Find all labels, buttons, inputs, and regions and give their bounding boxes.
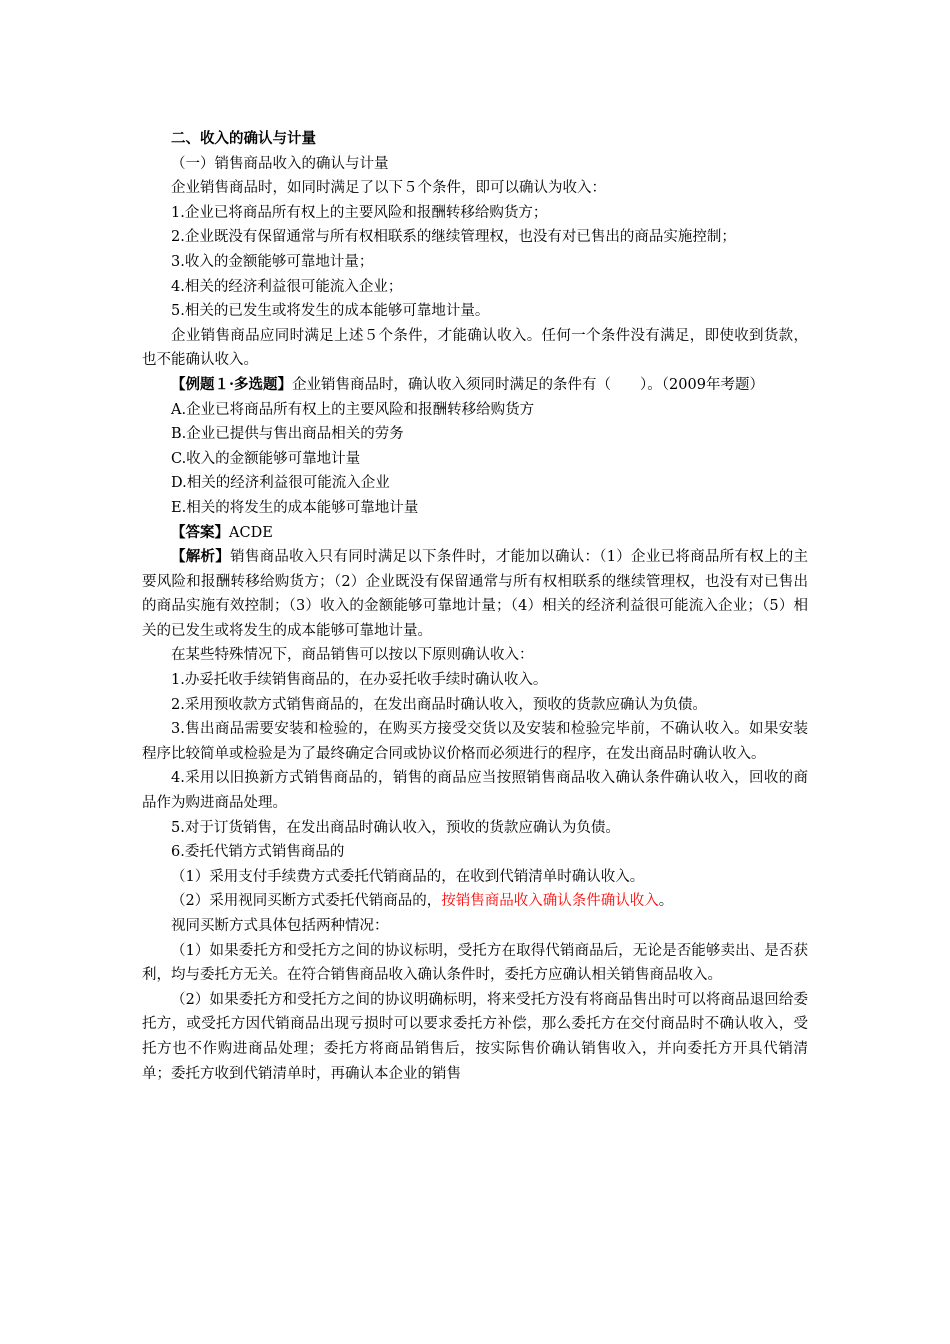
condition-item: 3.收入的金额能够可靠地计量； [171, 253, 374, 270]
analysis-text: 销售商品收入只有同时满足以下条件时，才能加以确认：（1）企业已将商品所有权上的主要风险和报酬转移给购货方；（2）企业既没有保留通常与所有权相联系的继续管理权，也没有对已售出的商品实施有效控制；（3）收入的金额能够可靠地计量；（4）相关的经济利益很可能流入企业；（5）相关的已发生或将发生的成本能够可靠地计量。 [142, 549, 808, 639]
analysis-tag: 【解析】 [171, 548, 231, 566]
special-intro: 在某些特殊情况下，商品销售可以按以下原则确认收入： [171, 647, 534, 664]
example-analysis [142, 545, 808, 643]
buyout-case: （1）如果委托方和受托方之间的协议标明，受托方在取得代销商品后，无论是否能够卖出、是否获利，均与委托方无关。在符合销售商品收入确认条件时，委托方应确认相关销售商品收入。 [142, 942, 808, 984]
special-case: 2.采用预收款方式销售商品的，在发出商品时确认收入，预收的货款应确认为负债。 [171, 696, 707, 713]
condition-item: 1.企业已将商品所有权上的主要风险和报酬转移给购货方； [171, 204, 548, 221]
buyout-case: （2）如果委托方和受托方之间的协议明确标明，将来受托方没有将商品售出时可以将商品退回给委托方，或受托方因代销商品出现亏损时可以要求委托方补偿，那么委托方在交付商品时不确认收入，受托方也不作购进商品处理；委托方将商品销售后，按实际售价确认销售收入，并向委托方开具代销清单；委托方收到代销清单时，再确认本企业的销售 [142, 991, 808, 1082]
document-page [142, 127, 808, 1086]
condition-item: 4.相关的经济利益很可能流入企业； [171, 278, 403, 295]
condition-item: 5.相关的已发生或将发生的成本能够可靠地计量。 [171, 303, 490, 320]
example-question [142, 373, 808, 398]
buyout-intro: 视同买断方式具体包括两种情况： [171, 918, 389, 934]
example-tag: 【例题１·多选题】 [171, 375, 293, 393]
example-option: A.企业已将商品所有权上的主要风险和报酬转移给购货方 [171, 401, 535, 418]
answer-tag: 【答案】 [171, 523, 229, 541]
special-case: 3.售出商品需要安装和检验的，在购买方接受交货以及安装和检验完毕前，不确认收入。如果安装程序比较简单或检验是为了最终确定合同或协议价格而必须进行的程序，在发出商品时确认收入。 [142, 721, 808, 762]
condition-item: 2.企业既没有保留通常与所有权相联系的继续管理权，也没有对已售出的商品实施控制； [171, 229, 736, 246]
special-case: 1.办妥托收手续销售商品的，在办妥托收手续时确认收入。 [171, 672, 548, 689]
consign-case [142, 889, 808, 914]
intro-paragraph: 企业销售商品时，如同时满足了以下５个条件，即可以确认为收入： [171, 180, 606, 197]
example-option: D.相关的经济利益很可能流入企业 [171, 475, 390, 492]
special-case: 5.对于订货销售，在发出商品时确认收入，预收的货款应确认为负债。 [171, 819, 620, 836]
example-option: B.企业已提供与售出商品相关的劳务 [171, 426, 404, 443]
summary-paragraph: 企业销售商品应同时满足上述５个条件，才能确认收入。任何一个条件没有满足，即使收到货款，也不能确认收入。 [142, 327, 808, 369]
consign-case: （1）采用支付手续费方式委托代销商品的，在收到代销清单时确认收入。 [171, 868, 645, 885]
consign-prefix: （2）采用视同买断方式委托代销商品的， [171, 893, 442, 910]
highlighted-text: 按销售商品收入确认条件确认收入 [441, 893, 659, 910]
example-answer [142, 521, 808, 546]
example-option: C.收入的金额能够可靠地计量 [171, 450, 361, 467]
subsection-title: （一）销售商品收入的确认与计量 [171, 155, 389, 172]
consign-suffix: 。 [658, 893, 674, 910]
example-question-text: 企业销售商品时，确认收入须同时满足的条件有（ ）。（2009年考题） [292, 376, 764, 393]
answer-text: ACDE [229, 524, 273, 541]
special-case: 6.委托代销方式销售商品的 [171, 844, 345, 861]
special-case: 4.采用以旧换新方式销售商品的，销售的商品应当按照销售商品收入确认条件确认收入，回收的商品作为购进商品处理。 [142, 770, 808, 812]
example-option: E.相关的将发生的成本能够可靠地计量 [171, 499, 419, 516]
section-title: 二、收入的确认与计量 [171, 131, 316, 147]
